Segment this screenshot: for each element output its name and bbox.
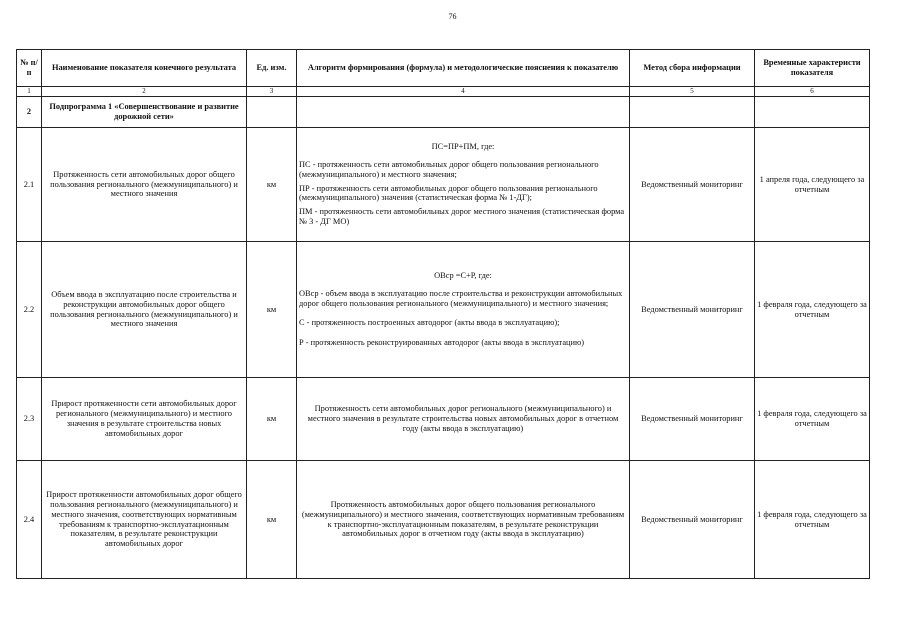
header-unit: Ед. изм. [247,50,297,87]
row-time: 1 февраля года, следующего за отчетным [755,242,870,378]
empty-cell [755,97,870,128]
column-number: 6 [755,87,870,97]
header-time: Временные характеристи показателя [755,50,870,87]
row-algorithm: Протяженность автомобильных дорог общего пользования регионального (межмуниципального) и местного значения, соответствующих нормативным требованиям к транспортно-эксплуатационным показателям, в результате реконструкции автомобильных дорог в отчетном году (акты ввода в эксплуатацию) [297,461,630,579]
header-method: Метод сбора информации [630,50,755,87]
empty-cell [630,97,755,128]
column-number: 2 [42,87,247,97]
column-number: 1 [17,87,42,97]
row-name: Объем ввода в эксплуатацию после строительства и реконструкции автомобильных дорог общего пользования регионального (межмуниципального) и местного значения [42,242,247,378]
explanation: ПМ - протяженность сети автомобильных дорог местного значения (статистическая форма № 3 - ДГ МО) [299,207,625,227]
row-time: 1 февраля года, следующего за отчетным [755,461,870,579]
row-method: Ведомственный мониторинг [630,461,755,579]
row-time: 1 февраля года, следующего за отчетным [755,378,870,461]
row-algorithm [297,242,630,378]
row-num: 2.2 [17,242,42,378]
column-number: 3 [247,87,297,97]
row-method: Ведомственный мониторинг [630,128,755,242]
empty-cell [247,97,297,128]
row-unit: км [247,128,297,242]
row-name: Прирост протяженности сети автомобильных дорог регионального (межмуниципального) и местного значения в результате строительства новых автомобильных дорог [42,378,247,461]
explanation: С - протяженность построенных автодорог (акты ввода в эксплуатацию); [299,318,560,328]
row-unit: км [247,242,297,378]
subprogram-title: Подпрограмма 1 «Совершенствование и развитие дорожной сети» [42,97,247,128]
explanation: ПС - протяженность сети автомобильных дорог общего пользования регионального (межмуниципального) и местного значения; [299,159,599,179]
row-method: Ведомственный мониторинг [630,378,755,461]
row-name: Прирост протяженности автомобильных дорог общего пользования регионального (межмуниципального) и местного значения, соответствующих нормативным требованиям к транспортно-эксплуатационным показателям, в результате реконструкции автомобильных дорог [42,461,247,579]
empty-cell [297,97,630,128]
explanation: ПР - протяженность сети автомобильных дорог общего пользования регионального (межмуниципального) значения (статистическая форма № 1-ДГ); [299,183,598,203]
formula: ПС=ПР+ПМ, где: [431,141,495,151]
table-row [17,378,870,461]
header-name: Наименование показателя конечного результата [42,50,247,87]
page-number: 76 [448,12,457,21]
table-row [17,242,870,378]
column-number-row [17,87,870,97]
row-time: 1 апреля года, следующего за отчетным [755,128,870,242]
row-unit: км [247,461,297,579]
header-num: № п/п [17,50,42,87]
table-row [17,128,870,242]
row-unit: км [247,378,297,461]
explanation: ОВср - объем ввода в эксплуатацию после строительства и реконструкции автомобильных дорог общего пользования регионального (межмуниципального) и местного значения; [299,288,623,308]
subprogram-row [17,97,870,128]
table-row [17,461,870,579]
column-number: 4 [297,87,630,97]
row-num: 2.4 [17,461,42,579]
row-algorithm [297,128,630,242]
row-method: Ведомственный мониторинг [630,242,755,378]
row-num: 2.1 [17,128,42,242]
row-num: 2.3 [17,378,42,461]
formula: ОВср =С+Р, где: [434,270,492,280]
row-algorithm: Протяженность сети автомобильных дорог регионального (межмуниципального) и местного значения в результате строительства новых автомобильных дорог в отчетном году (акты ввода в эксплуатацию) [297,378,630,461]
table-header-row [17,50,870,87]
column-number: 5 [630,87,755,97]
header-algorithm: Алгоритм формирования (формула) и методологические пояснения к показателю [297,50,630,87]
indicators-table [16,49,870,579]
subprogram-num: 2 [17,97,42,128]
explanation: Р - протяженность реконструированных автодорог (акты ввода в эксплуатацию) [299,338,585,348]
row-name: Протяженность сети автомобильных дорог общего пользования регионального (межмуниципального) и местного значения [42,128,247,242]
